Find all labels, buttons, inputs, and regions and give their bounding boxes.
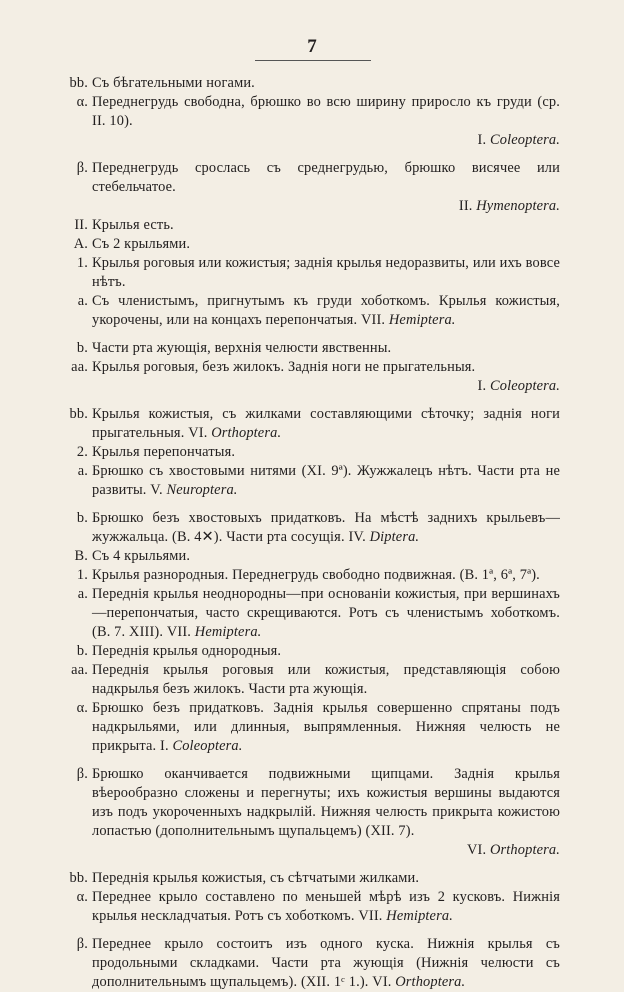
entry-marker: bb.	[69, 406, 88, 422]
order-number: IV.	[348, 529, 366, 545]
order-name: Neuroptera.	[166, 482, 238, 498]
entry-text: Съ 4 крыльями.	[92, 548, 191, 564]
key-entry	[60, 216, 560, 235]
order-line	[92, 377, 560, 396]
entry-text: Крылья перепончатыя.	[92, 444, 236, 460]
order-name: Orthoptera.	[395, 974, 466, 990]
key-entry	[60, 935, 560, 992]
entry-text: Переднія крылья однородныя.	[92, 643, 282, 659]
entry-text: Крылья разнородныя. Переднегрудь свободно подвижная. (B. 1ª, 6ª, 7ª).	[92, 567, 540, 583]
entry-text: Брюшко безъ придатковъ. Заднія крылья совершенно спрятаны подъ надкрыльями, или длинныя, выпрямленныя. Нижняя челюсть не прикрыта.	[92, 700, 560, 754]
entry-text: Съ 2 крыльями.	[92, 236, 191, 252]
key-entry	[60, 509, 560, 547]
entry-marker: aa.	[71, 662, 88, 678]
order-name: Hemiptera.	[388, 312, 456, 328]
entry-marker: 1.	[76, 567, 88, 583]
entry-marker: b.	[76, 643, 88, 659]
entry-marker: a.	[77, 463, 88, 479]
entry-marker: α.	[76, 889, 88, 905]
order-name: Hymenoptera.	[476, 198, 560, 214]
entry-marker: bb.	[69, 75, 88, 91]
order-number: V.	[150, 482, 163, 498]
entry-marker: b.	[76, 510, 88, 526]
order-number: I.	[477, 378, 487, 394]
key-text	[60, 74, 560, 992]
order-name: Coleoptera.	[172, 738, 243, 754]
key-entry	[60, 566, 560, 585]
key-entry	[60, 292, 560, 330]
entry-marker: b.	[76, 340, 88, 356]
key-entry	[60, 339, 560, 358]
entry-marker: B.	[74, 548, 88, 564]
order-number: VII.	[166, 624, 192, 640]
entry-text: Крылья роговыя или кожистыя; заднія крылья недоразвиты, или ихъ вовсе нѣтъ.	[92, 255, 560, 290]
entry-marker: a.	[77, 293, 88, 309]
order-name: Coleoptera.	[490, 378, 560, 394]
order-number: VI.	[188, 425, 208, 441]
key-entry	[60, 699, 560, 756]
entry-marker: β.	[76, 160, 88, 176]
entry-text: Переднія крылья кожистыя, съ сѣтчатыми жилками.	[92, 870, 420, 886]
key-entry	[60, 765, 560, 860]
entry-marker: II.	[74, 217, 88, 233]
entry-text: Переднее крыло составлено по меньшей мѣрѣ изъ 2 кусковъ. Нижнія крылья нескладчатыя. Ротъ съ хоботкомъ.	[92, 889, 560, 924]
order-name: Orthoptera.	[211, 425, 282, 441]
entry-marker: 2.	[76, 444, 88, 460]
entry-marker: β.	[76, 766, 88, 782]
key-entry	[60, 661, 560, 699]
order-number: VII.	[360, 312, 386, 328]
key-entry	[60, 254, 560, 292]
entry-marker: bb.	[69, 870, 88, 886]
key-entry	[60, 462, 560, 500]
entry-text: Брюшко оканчивается подвижными щипцами. Заднія крылья вѣерообразно сложены и перегнуты; ихъ кожистыя вершины выдаются изъ подъ укороченныхъ надкрылій. Нижняя челюсть прикрыта кожистою лопастью (дополнительнымъ щупальцемъ) (XII. 7).	[92, 766, 560, 839]
entry-text: Брюшко съ хвостовыми нитями (XI. 9ª). Жужжалецъ нѣтъ. Части рта не развиты.	[92, 463, 560, 498]
entry-text: Крылья есть.	[92, 217, 174, 233]
entry-marker: α.	[76, 700, 88, 716]
order-number: VII.	[358, 908, 383, 924]
order-name: Hemiptera.	[386, 908, 453, 924]
key-entry	[60, 642, 560, 661]
order-line	[92, 841, 560, 860]
order-name: Coleoptera.	[490, 132, 560, 148]
key-entry	[60, 405, 560, 443]
entry-text: Переднегрудь свободна, брюшко во всю ширину приросло къ груди (ср. II. 10).	[92, 94, 560, 129]
order-number: VI.	[467, 842, 487, 858]
entry-text: Переднія крылья неоднородны—при основаніи кожистыя, при вершинахъ—перепончатыя, часто скрещиваются. Ротъ съ членистымъ хоботкомъ. (B. 7. XIII).	[92, 586, 560, 640]
header-rule	[255, 60, 371, 61]
order-line	[92, 131, 560, 150]
entry-marker: A.	[73, 236, 88, 252]
order-number: I.	[160, 738, 169, 754]
order-number: I.	[477, 132, 487, 148]
entry-text: Съ членистымъ, пригнутымъ къ груди хоботкомъ. Крылья кожистыя, укорочены, или на концахъ перепончатыя.	[92, 293, 560, 328]
key-entry	[60, 888, 560, 926]
key-entry	[60, 547, 560, 566]
entry-text: Брюшко безъ хвостовыхъ придатковъ. На мѣстѣ заднихъ крыльевъ—жужжальца. (B. 4✕). Части рта сосущія.	[92, 510, 560, 545]
key-entry	[60, 358, 560, 396]
entry-text: Крылья кожистыя, съ жилками составляющими сѣточку; заднія ноги прыгательныя.	[92, 406, 560, 441]
entry-text: Части рта жующія, верхнія челюсти явственны.	[92, 340, 392, 356]
entry-marker: α.	[76, 94, 88, 110]
entry-marker: 1.	[76, 255, 88, 271]
entry-marker: aa.	[71, 359, 88, 375]
order-name: Diptera.	[369, 529, 420, 545]
entry-text: Переднее крыло состоитъ изъ одного куска. Нижнія крылья съ продольными складками. Части рта жующія (Нижнія челюсти съ дополнительнымъ щупальцемъ). (XII. 1ᶜ 1.).	[92, 936, 560, 990]
order-name: Hemiptera.	[194, 624, 262, 640]
key-entry	[60, 869, 560, 888]
key-entry	[60, 159, 560, 216]
order-number: II.	[458, 198, 473, 214]
order-number: VI.	[372, 974, 392, 990]
key-entry	[60, 93, 560, 150]
entry-text: Крылья роговыя, безъ жилокъ. Заднія ноги не прыгательныя.	[92, 359, 476, 375]
entry-marker: a.	[77, 586, 88, 602]
entry-text: Переднегрудь срослась съ среднегрудью, брюшко висячее или стебельчатое.	[92, 160, 560, 195]
order-line	[92, 197, 560, 216]
key-entry	[60, 74, 560, 93]
entry-text: Съ бѣгательными ногами.	[92, 75, 255, 91]
order-name: Orthoptera.	[489, 842, 560, 858]
entry-text: Переднія крылья роговыя или кожистыя, представляющія собою надкрылья безъ жилокъ. Части рта жующія.	[92, 662, 560, 697]
key-entry	[60, 235, 560, 254]
key-entry	[60, 443, 560, 462]
page-number: 7	[307, 36, 317, 57]
entry-marker: β.	[76, 936, 88, 952]
key-entry	[60, 585, 560, 642]
